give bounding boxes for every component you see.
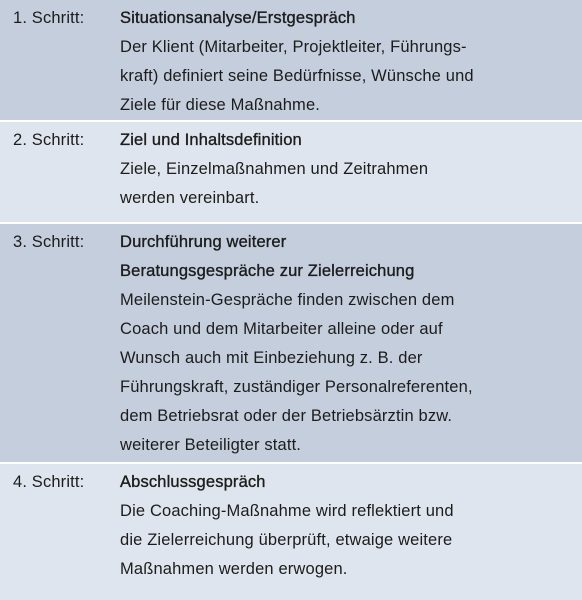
step-row-4	[0, 464, 582, 600]
step-description	[120, 155, 566, 213]
step-label: 2. Schritt:	[13, 131, 85, 149]
step-title	[120, 126, 566, 155]
step-text-line: weiterer Beteiligter statt.	[120, 436, 302, 454]
step-title-line: Situationsanalyse/Erstgespräch	[120, 9, 356, 27]
step-title-line: Beratungsgespräche zur Zielerreichung	[120, 262, 415, 280]
step-description	[120, 33, 566, 120]
step-description	[120, 286, 566, 460]
step-text-line: Meilenstein-Gespräche finden zwischen dem	[120, 291, 455, 309]
step-text-line: Die Coaching-Maßnahme wird reflektiert und	[120, 502, 454, 520]
step-content	[120, 126, 582, 222]
step-text-line: Coach und dem Mitarbeiter alleine oder auf	[120, 320, 443, 338]
step-text-line: kraft) definiert seine Bedürfnisse, Wünsche und	[120, 67, 474, 85]
step-row-3	[0, 224, 582, 464]
step-row-1	[0, 0, 582, 122]
step-title	[120, 4, 566, 33]
step-label: 3. Schritt:	[13, 233, 85, 251]
step-content	[120, 228, 582, 462]
step-text-line: Führungskraft, zuständiger Personalreferenten,	[120, 378, 473, 396]
step-label: 4. Schritt:	[13, 473, 85, 491]
step-title-line: Abschlussgespräch	[120, 473, 266, 491]
step-description	[120, 497, 566, 584]
step-row-2	[0, 122, 582, 224]
step-text-line: Wunsch auch mit Einbeziehung z. B. der	[120, 349, 423, 367]
step-text-line: Maßnahmen werden erwogen.	[120, 560, 348, 578]
step-text-line: Der Klient (Mitarbeiter, Projektleiter, Führungs-	[120, 38, 467, 56]
step-label: 1. Schritt:	[13, 9, 85, 27]
step-text-line: Ziele, Einzelmaßnahmen und Zeitrahmen	[120, 160, 429, 178]
step-text-line: dem Betriebsrat oder der Betriebsärztin bzw.	[120, 407, 453, 425]
step-title-line: Durchführung weiterer	[120, 233, 287, 251]
step-title	[120, 228, 566, 286]
step-text-line: werden vereinbart.	[120, 189, 260, 207]
step-text-line: Ziele für diese Maßnahme.	[120, 96, 321, 114]
step-content	[120, 468, 582, 600]
step-text-line: die Zielerreichung überprüft, etwaige weitere	[120, 531, 453, 549]
step-title-line: Ziel und Inhaltsdefinition	[120, 131, 302, 149]
step-title	[120, 468, 566, 497]
step-content	[120, 4, 582, 120]
